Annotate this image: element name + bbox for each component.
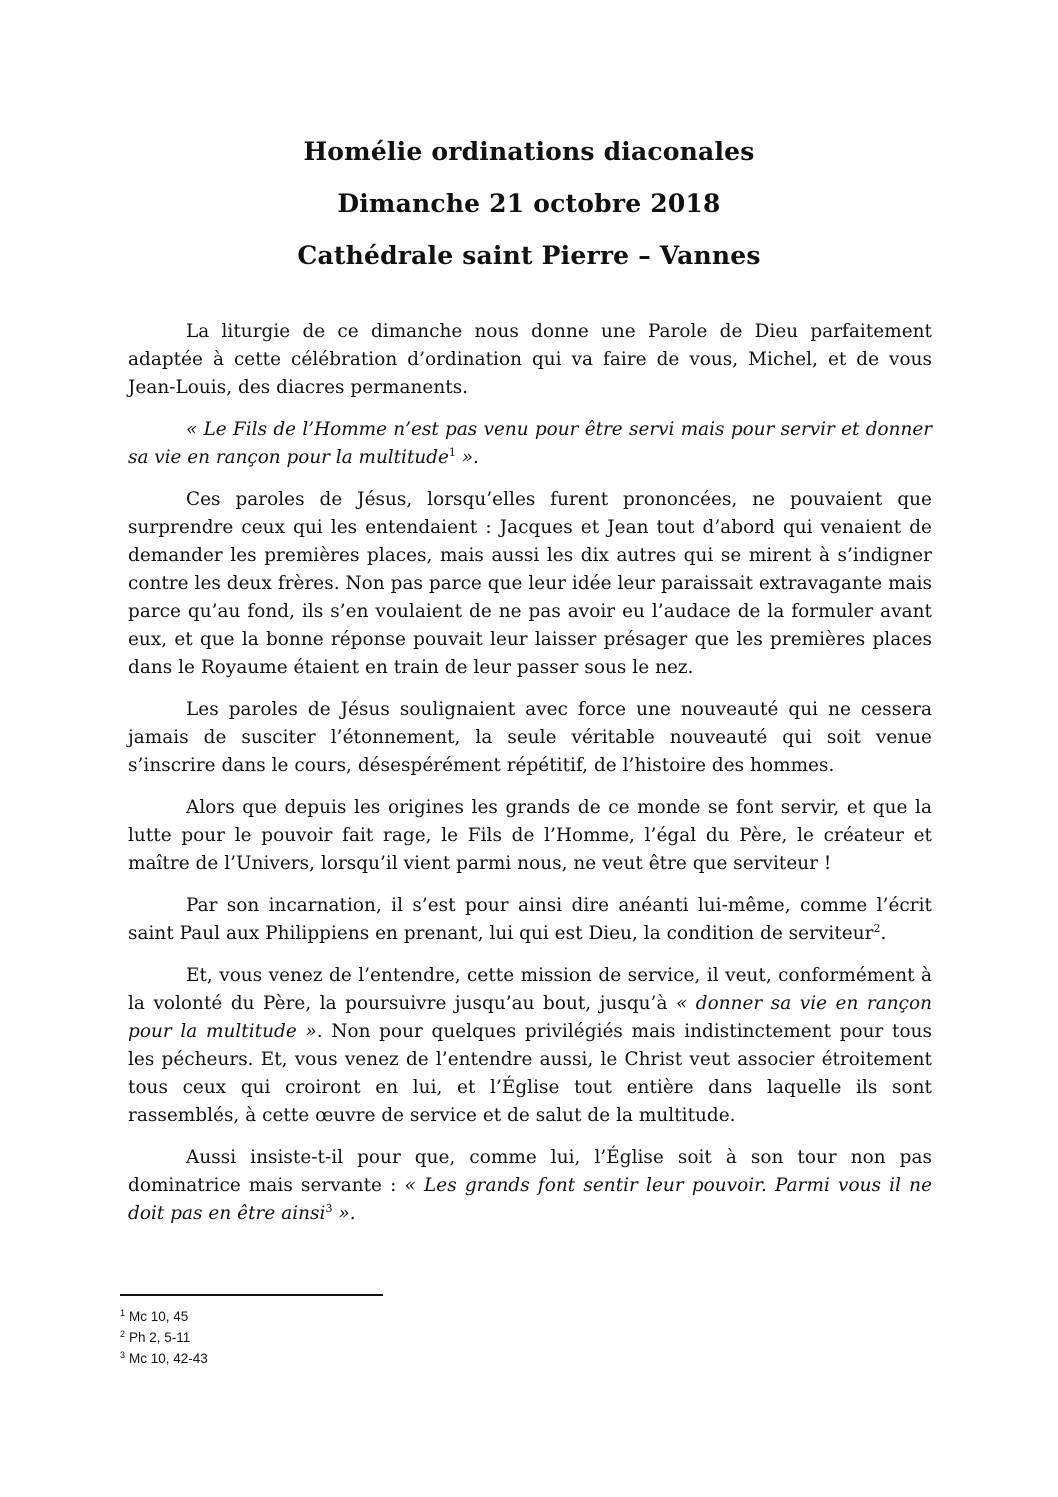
footnote-3 bbox=[120, 1348, 208, 1369]
paragraph-6 bbox=[128, 892, 932, 948]
paragraph-7-rest: . Non pour quelques privilégiés mais indistinctement pour tous les pécheurs. Et, vous venez de l’entendre aussi, le Christ veut associer étroitement tous ceux qui croiront en lui, et l’Église tout entière dans laquelle ils sont rassemblés, à cette œuvre de service et de salut de la multitude. bbox=[128, 1021, 932, 1126]
footnote-ref-1: 1 bbox=[448, 445, 456, 459]
paragraph-2-quote bbox=[128, 416, 932, 472]
footnote-text: Mc 10, 42-43 bbox=[129, 1351, 208, 1366]
paragraph-6-text: Par son incarnation, il s’est pour ainsi dire anéanti lui-même, comme l’écrit saint Paul aux Philippiens en prenant, lui qui est Dieu, la condition de serviteur bbox=[128, 895, 932, 944]
paragraph-7 bbox=[128, 962, 932, 1130]
footnote-ref-3: 3 bbox=[325, 1201, 333, 1215]
footnote-2 bbox=[120, 1327, 208, 1348]
paragraph-8 bbox=[128, 1144, 932, 1228]
paragraph-7-quote: « donner sa vie en rançon pour la multitude » bbox=[128, 993, 932, 1042]
paragraph-6-end: . bbox=[880, 923, 887, 944]
homily-body bbox=[128, 318, 932, 1242]
footnote-ref-2: 2 bbox=[873, 921, 881, 935]
footnote-separator bbox=[120, 1294, 383, 1296]
paragraph-1: La liturgie de ce dimanche nous donne une Parole de Dieu parfaitement adaptée à cette célébration d’ordination qui va faire de vous, Michel, et de vous Jean-Louis, des diacres permanents. bbox=[128, 321, 932, 398]
paragraph-8-quote: « Les grands font sentir leur pouvoir. Parmi vous il ne doit pas en être ainsi bbox=[128, 1175, 933, 1224]
paragraph-4: Les paroles de Jésus soulignaient avec force une nouveauté qui ne cessera jamais de susciter l’étonnement, la seule véritable nouveauté qui soit venue s’inscrire dans le cours, désespérément répétitif, de l’histoire des hommes. bbox=[128, 699, 932, 776]
footnote-number: 2 bbox=[120, 1328, 126, 1339]
footnote-1 bbox=[120, 1306, 208, 1327]
title-line-3: Cathédrale saint Pierre – Vannes bbox=[297, 241, 761, 270]
paragraph-3: Ces paroles de Jésus, lorsqu’elles furent prononcées, ne pouvaient que surprendre ceux qui les entendaient : Jacques et Jean tout d’abord qui venaient de demander les premières places, mais aussi les dix autres qui se mirent à s’indigner contre les deux frères. Non pas parce que leur idée leur paraissait extravagante mais parce qu’au fond, ils s’en voulaient de ne pas avoir eu l’audace de la formuler avant eux, et que la bonne réponse pouvait leur laisser présager que les premières places dans le Royaume étaient en train de leur passer sous le nez. bbox=[128, 489, 932, 678]
quote-end: ». bbox=[455, 447, 479, 468]
paragraph-5: Alors que depuis les origines les grands de ce monde se font servir, et que la lutte pour le pouvoir fait rage, le Fils de l’Homme, l’égal du Père, le créateur et maître de l’Univers, lorsqu’il vient parmi nous, ne veut être que serviteur ! bbox=[128, 797, 932, 874]
paragraph-8-end: ». bbox=[332, 1203, 356, 1224]
footnote-text: Mc 10, 45 bbox=[129, 1309, 189, 1324]
quote-text: « Le Fils de l’Homme n’est pas venu pour être servi mais pour servir et donner sa vie en rançon pour la multitude bbox=[128, 419, 932, 468]
paragraph-8-start: Aussi insiste-t-il pour que, comme lui, l’Église soit à son tour non pas dominatrice mais servante : bbox=[128, 1147, 932, 1196]
footnote-number: 1 bbox=[120, 1307, 126, 1318]
document-title bbox=[0, 126, 1058, 282]
title-line-2: Dimanche 21 octobre 2018 bbox=[337, 189, 721, 218]
title-line-1: Homélie ordinations diaconales bbox=[303, 137, 755, 166]
footnote-text: Ph 2, 5-11 bbox=[129, 1330, 191, 1345]
footnotes bbox=[120, 1306, 208, 1369]
paragraph-7-start: Et, vous venez de l’entendre, cette mission de service, il veut, conformément à la volonté du Père, la poursuivre jusqu’au bout, jusqu’à bbox=[128, 965, 932, 1014]
footnote-number: 3 bbox=[120, 1349, 126, 1360]
